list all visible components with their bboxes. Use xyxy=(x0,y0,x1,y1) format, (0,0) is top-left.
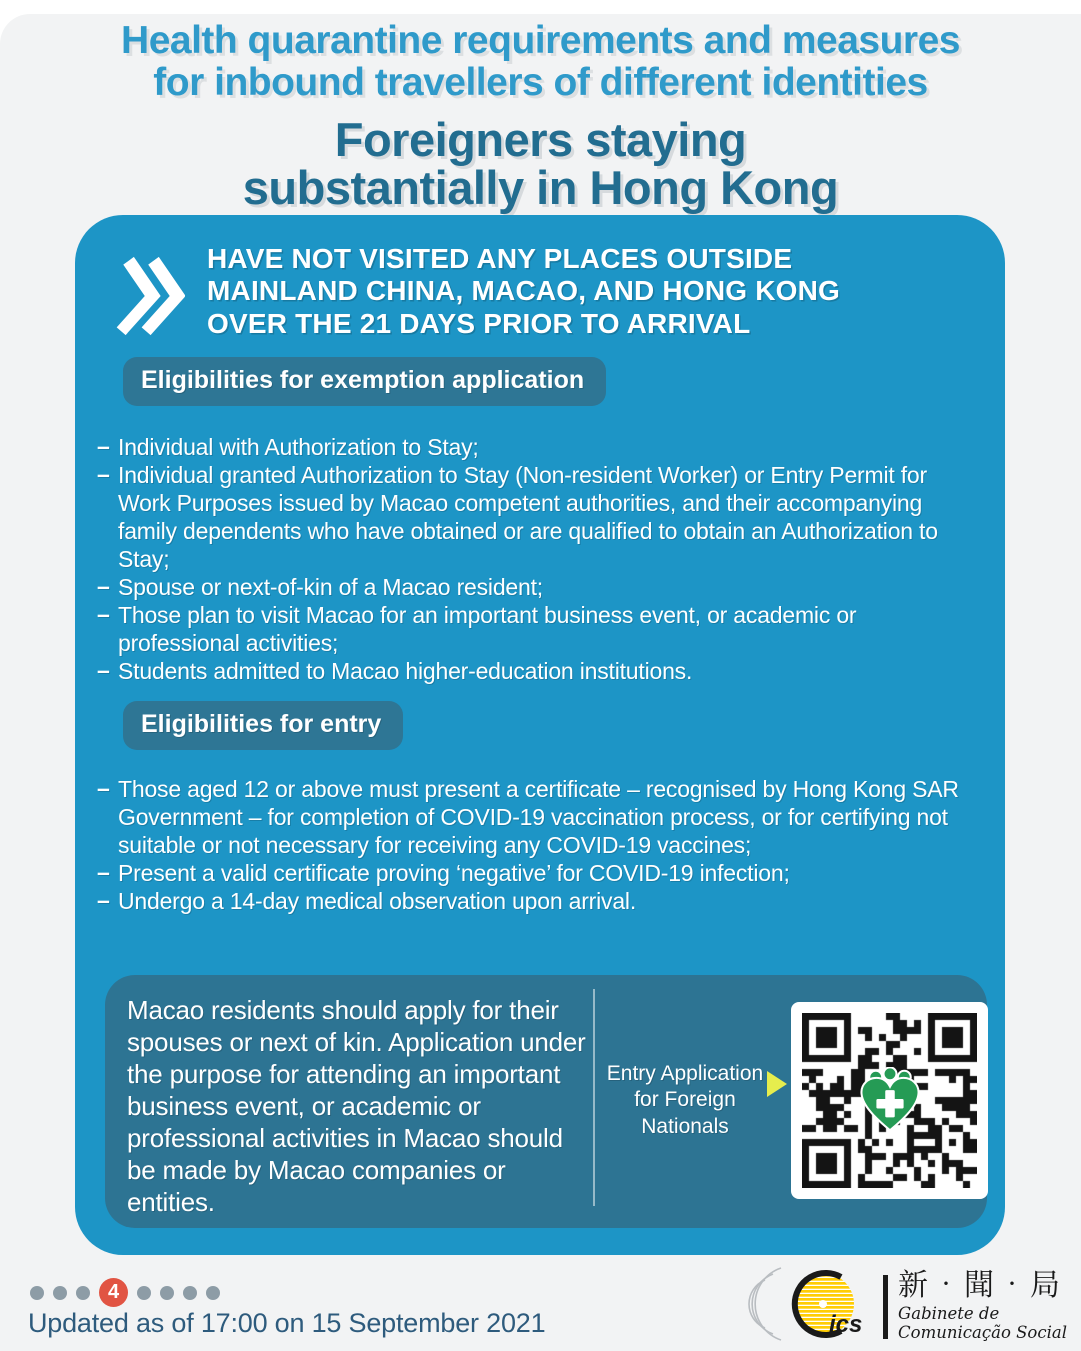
qr-label-line-2: for Foreign xyxy=(634,1088,736,1112)
svg-text:ics: ics xyxy=(829,1311,863,1338)
pagination-dot xyxy=(76,1286,90,1300)
qr-label-line-1: Entry Application xyxy=(606,1062,764,1085)
pagination-dot xyxy=(30,1286,44,1300)
exemption-badge: Eligibilities for exemption application xyxy=(123,357,606,406)
page-subtitle xyxy=(0,113,1081,215)
requirements-card xyxy=(75,215,1005,1255)
entry-badge: Eligibilities for entry xyxy=(123,701,403,750)
gcs-logo-chinese: 新‧聞‧局 xyxy=(898,1269,1064,1303)
gcs-logo-portuguese-line-1: Gabinete de xyxy=(898,1303,1000,1323)
list-item: – Those plan to visit Macao for an important business event, or academic or professional activities; xyxy=(97,601,983,657)
gcs-logo xyxy=(747,1262,1067,1351)
list-item: – Undergo a 14-day medical observation upon arrival. xyxy=(97,887,983,915)
pagination-dot xyxy=(206,1286,220,1300)
vertical-divider xyxy=(593,989,595,1206)
list-item: – Individual with Authorization to Stay; xyxy=(97,433,983,461)
qr-label xyxy=(605,1061,765,1140)
page-subtitle-line-1: Foreigners staying xyxy=(334,113,747,167)
gcs-logo-portuguese-line-2: Comunicação Social xyxy=(898,1323,1067,1343)
card-heading-line-1: HAVE NOT VISITED ANY PLACES OUTSIDE xyxy=(207,243,793,274)
entry-list xyxy=(97,775,983,915)
pagination-dot xyxy=(53,1286,67,1300)
page-title-line-2: for inbound travellers of different identities xyxy=(153,61,928,105)
note-card xyxy=(105,975,987,1228)
qr-code xyxy=(791,1002,988,1199)
pagination-dot xyxy=(160,1286,174,1300)
double-chevron-right-icon xyxy=(119,245,185,352)
card-header xyxy=(119,243,979,352)
page-subtitle-line-2: substantially in Hong Kong xyxy=(242,161,839,215)
list-item: – Individual granted Authorization to Stay (Non-resident Worker) or Entry Permit for Work Purposes issued by Macao competent authorities, and their accompanying family dependents who have obtained or are qualified to obtain an Authorization to Stay; xyxy=(97,461,983,573)
note-text: Macao residents should apply for their spouses or next of kin. Application under the purpose for attending an important business event, or academic or professional activities in Macao should be made by Macao companies or entities. xyxy=(127,995,586,1217)
list-item: – Those aged 12 or above must present a certificate – recognised by Hong Kong SAR Government – for completion of COVID-19 vaccination process, or for certifying not suitable or not necessary for receiving any COVID-19 vaccines; xyxy=(97,775,983,859)
card-heading-line-3: OVER THE 21 DAYS PRIOR TO ARRIVAL xyxy=(207,307,751,339)
page-title-line-1: Health quarantine requirements and measures xyxy=(121,19,960,62)
pagination-dots xyxy=(30,1278,220,1307)
logo-divider-bar xyxy=(883,1275,888,1339)
card-heading-line-2: MAINLAND CHINA, MACAO, AND HONG KONG xyxy=(207,275,841,307)
qr-label-line-3: Nationals xyxy=(641,1114,729,1138)
page-header xyxy=(0,19,1081,215)
gcs-logo-mark-icon xyxy=(747,1262,873,1351)
list-item: – Spouse or next-of-kin of a Macao resident; xyxy=(97,573,983,601)
exemption-list xyxy=(97,433,983,685)
health-bureau-heart-icon xyxy=(856,1067,924,1135)
pagination-dot-active: 4 xyxy=(99,1278,128,1307)
gcs-logo-portuguese xyxy=(898,1304,1067,1343)
list-item: – Students admitted to Macao higher-education institutions. xyxy=(97,657,983,685)
pagination-dot xyxy=(183,1286,197,1300)
list-item: – Present a valid certificate proving ‘negative’ for COVID-19 infection; xyxy=(97,859,983,887)
pagination-dot xyxy=(137,1286,151,1300)
card-heading xyxy=(207,243,840,340)
updated-timestamp: Updated as of 17:00 on 15 September 2021 xyxy=(28,1308,546,1338)
arrow-right-icon xyxy=(767,1071,787,1097)
gcs-logo-text xyxy=(898,1270,1067,1342)
